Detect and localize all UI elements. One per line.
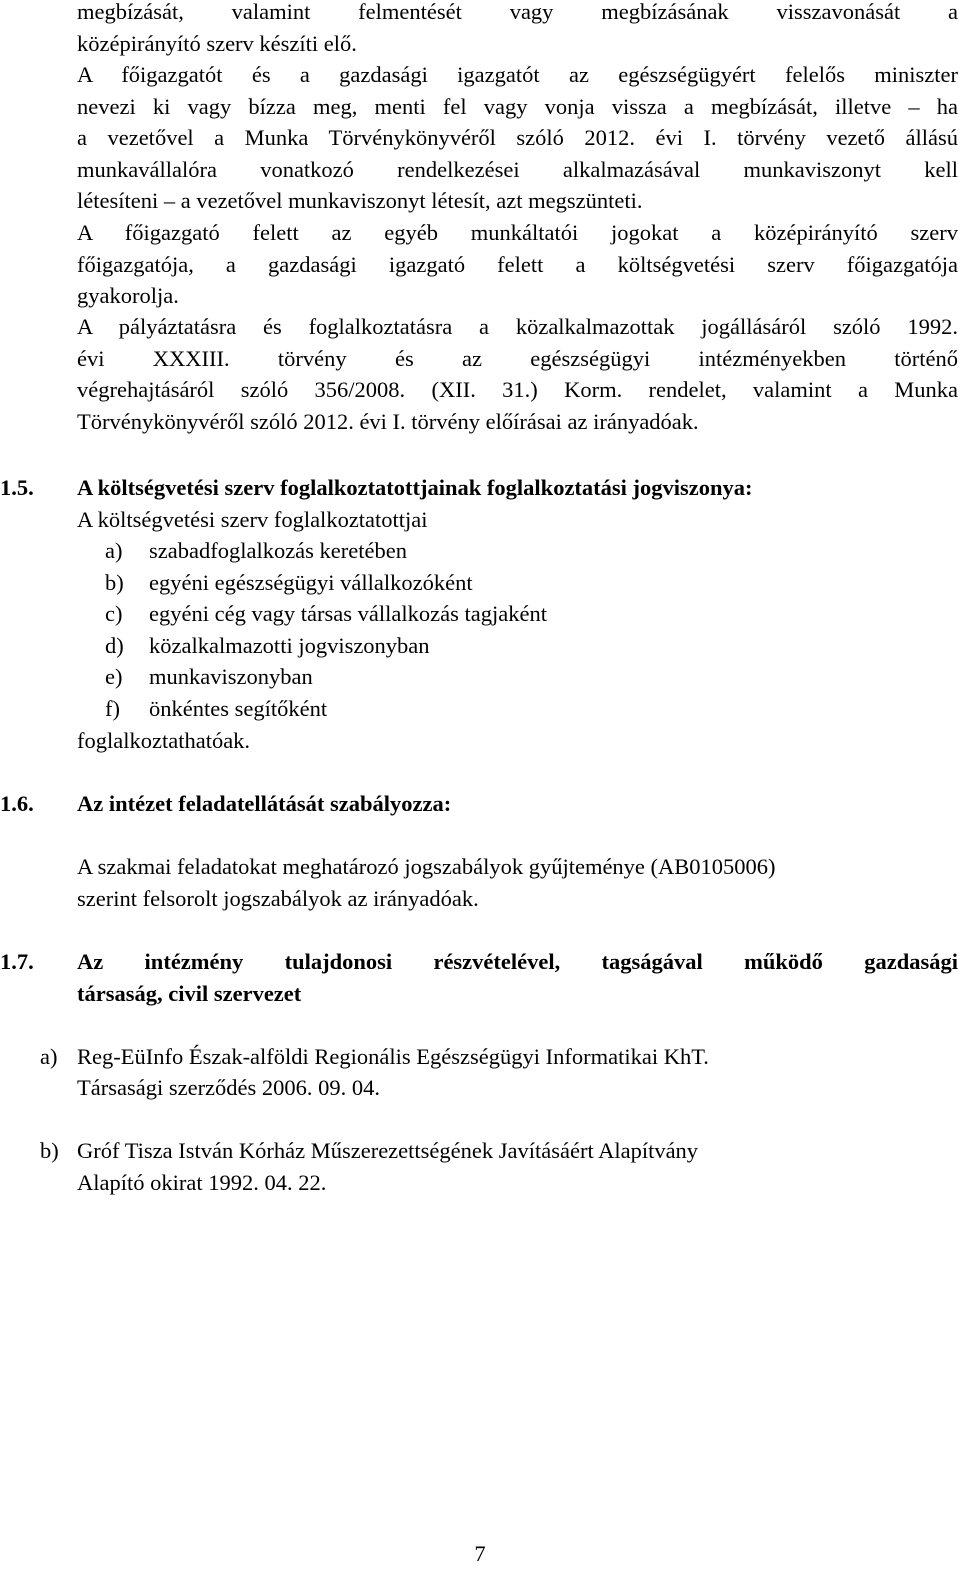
list-item-text: Társasági szerződés 2006. 09. 04. bbox=[77, 1075, 381, 1100]
section-outro: foglalkoztathatóak. bbox=[77, 728, 251, 753]
list-item bbox=[105, 598, 547, 630]
section-number: 1.7. bbox=[0, 949, 34, 974]
list-item-text: egyéni cég vagy társas vállalkozás tagjaként bbox=[149, 601, 547, 626]
list-item bbox=[105, 535, 407, 567]
list-item-label: a) bbox=[105, 538, 123, 563]
list-item bbox=[105, 661, 313, 693]
list-item bbox=[105, 630, 430, 662]
list-item bbox=[105, 567, 473, 599]
text-line: gyakorolja. bbox=[77, 283, 179, 308]
list-item-text: közalkalmazotti jogviszonyban bbox=[149, 633, 430, 658]
text-line: nevezi ki vagy bízza meg, menti fel vagy vonja vissza a megbízását, illetve – ha bbox=[77, 93, 958, 119]
paragraph-employer-rights bbox=[77, 217, 958, 312]
section-heading: Az intézmény tulajdonosi részvételével, tagságával működő gazdasági bbox=[77, 949, 958, 974]
list-item-text: munkaviszonyban bbox=[149, 664, 313, 689]
list-item-label: a) bbox=[40, 1044, 58, 1069]
page-number: 7 bbox=[474, 1541, 486, 1566]
list-item bbox=[105, 693, 327, 725]
text-line: Törvénykönyvéről szóló 2012. évi I. törvény előírásai az irányadóak. bbox=[77, 408, 699, 434]
text-line: középirányító szerv készíti elő. bbox=[77, 30, 357, 56]
list-item-text: szabadfoglalkozás keretében bbox=[149, 538, 407, 563]
text-line: A főigazgató felett az egyéb munkáltatói jogokat a középirányító szerv bbox=[77, 220, 958, 245]
text-line: A szakmai feladatokat meghatározó jogszabályok gyűjteménye (AB0105006) bbox=[77, 854, 776, 879]
list-item-label: d) bbox=[105, 633, 124, 658]
text-line: szerint felsorolt jogszabályok az irányadóak. bbox=[77, 886, 479, 911]
section-number: 1.6. bbox=[0, 791, 34, 816]
section-heading-continued: társaság, civil szervezet bbox=[77, 981, 302, 1006]
list-item-text: önkéntes segítőként bbox=[149, 696, 328, 721]
text-line: létesíteni – a vezetővel munkaviszonyt létesít, azt megszünteti. bbox=[77, 188, 643, 213]
paragraph-director-appointment bbox=[77, 59, 958, 217]
list-item-text: egyéni egészségügyi vállalkozóként bbox=[149, 570, 473, 595]
text-line: végrehajtásáról szóló 356/2008. (XII. 31.) Korm. rendelet, valamint a Munka bbox=[77, 377, 958, 402]
text-line: főigazgatója, a gazdasági igazgató felett a költségvetési szerv főigazgatója bbox=[77, 251, 958, 277]
text-line: A főigazgatót és a gazdasági igazgatót az egészségügyért felelős miniszter bbox=[77, 62, 958, 87]
section-heading: Az intézet feladatellátását szabályozza: bbox=[77, 791, 452, 816]
list-item-label: c) bbox=[105, 601, 123, 626]
text-line: a vezetővel a Munka Törvénykönyvéről szóló 2012. évi I. törvény vezető állású bbox=[77, 125, 958, 150]
text-line: munkavállalóra vonatkozó rendelkezései alkalmazásával munkaviszonyt kell bbox=[77, 156, 958, 182]
text-line: évi XXXIII. törvény és az egészségügyi intézményekben történő bbox=[77, 345, 958, 371]
section-intro: A költségvetési szerv foglalkoztatottjai bbox=[77, 507, 428, 532]
list-item-label: f) bbox=[105, 696, 120, 721]
section-heading: A költségvetési szerv foglalkoztatottjainak foglalkoztatási jogviszonya: bbox=[77, 475, 753, 500]
list-item-text: Alapító okirat 1992. 04. 22. bbox=[77, 1170, 327, 1195]
list-item-label: e) bbox=[105, 664, 123, 689]
text-line: megbízását, valamint felmentését vagy megbízásának visszavonását a bbox=[77, 0, 958, 24]
list-item-label: b) bbox=[40, 1138, 59, 1163]
list-item-text: Gróf Tisza István Kórház Műszerezettségének Javításáért Alapítvány bbox=[77, 1138, 699, 1163]
text-line: A pályáztatásra és foglalkoztatásra a közalkalmazottak jogállásáról szóló 1992. bbox=[77, 314, 958, 339]
list-item-text: Reg-EüInfo Észak-alföldi Regionális Egészségügyi Informatikai KhT. bbox=[77, 1044, 709, 1069]
section-number: 1.5. bbox=[0, 475, 34, 500]
list-item-label: b) bbox=[105, 570, 124, 595]
paragraph-tendering bbox=[77, 311, 958, 437]
paragraph-appointment bbox=[77, 0, 958, 59]
